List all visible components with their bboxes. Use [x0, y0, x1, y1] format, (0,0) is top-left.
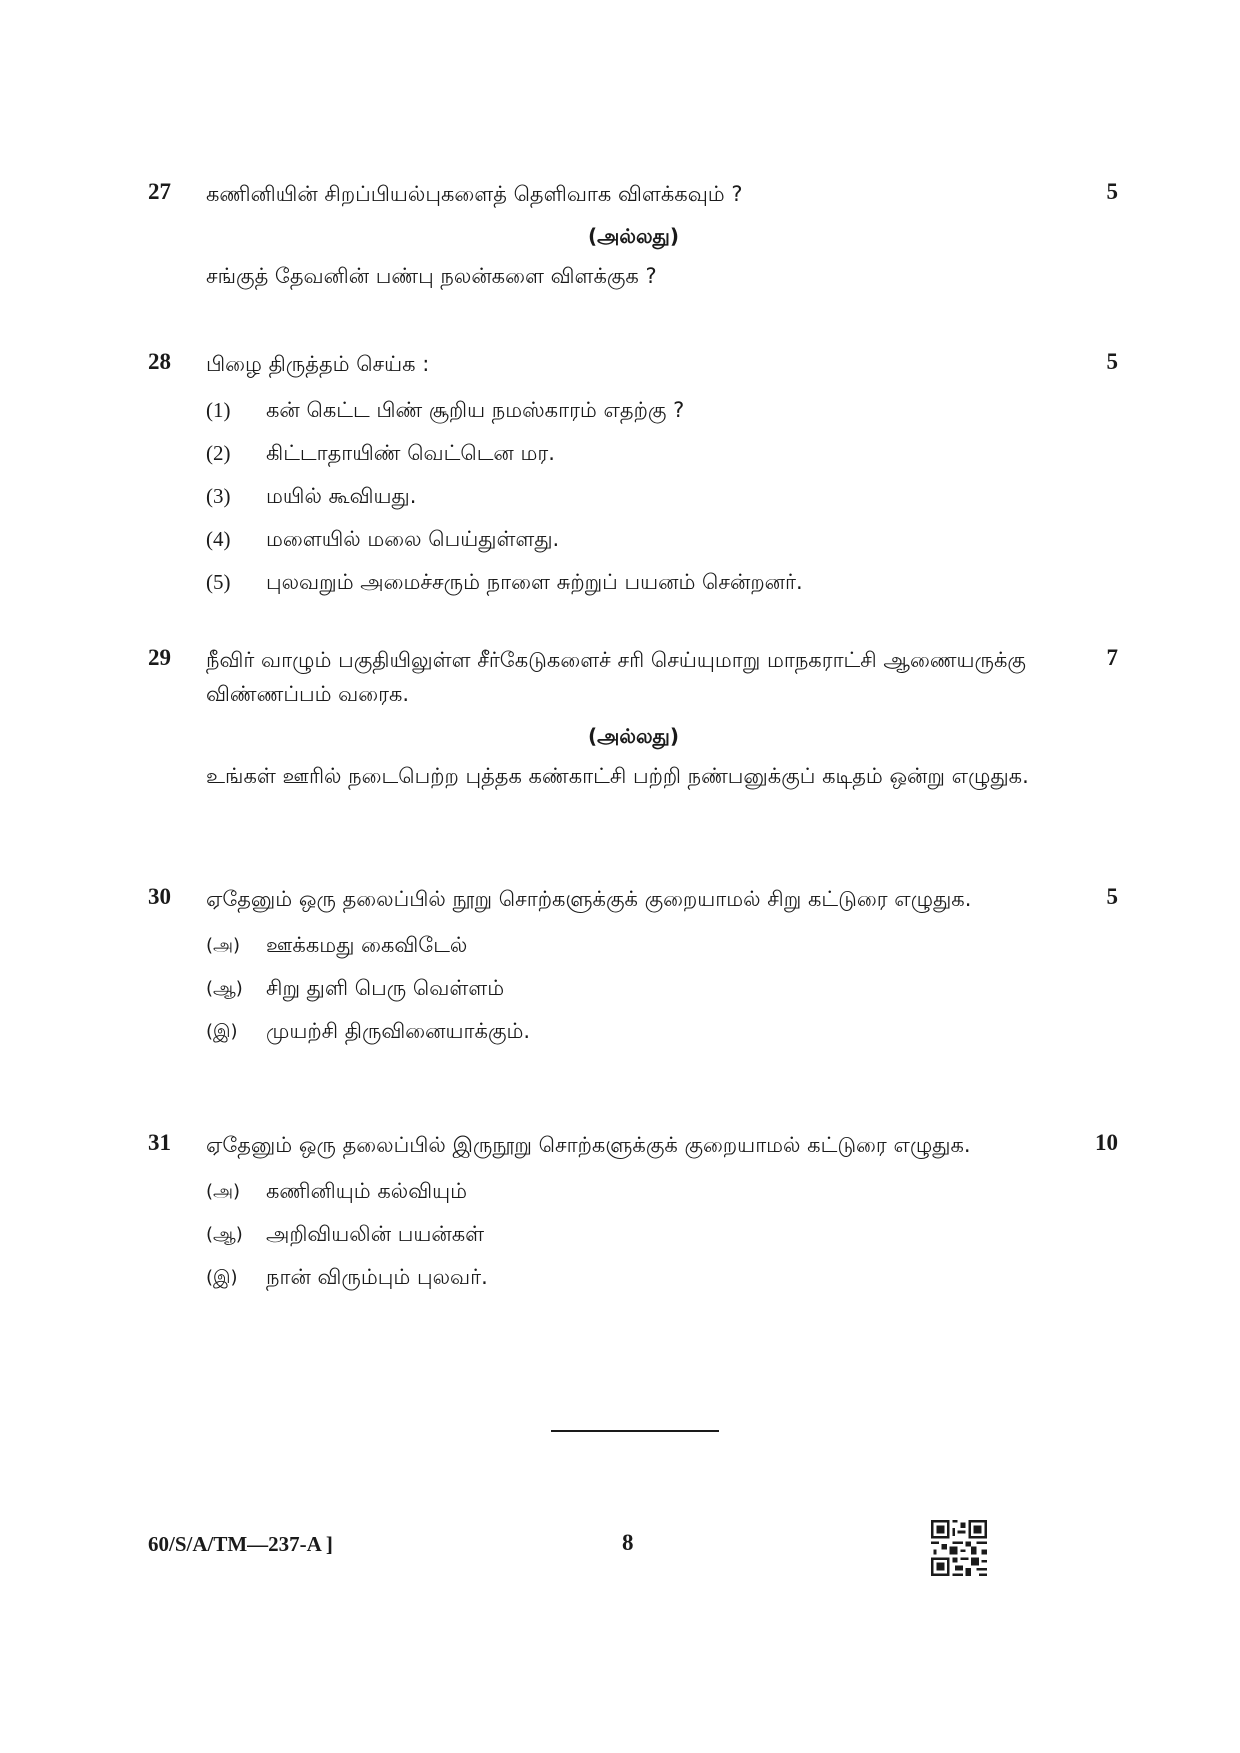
question-text: கணினியின் சிறப்பியல்புகளைத் தெளிவாக விளக்கவும் ? — [206, 182, 743, 206]
list-item — [206, 967, 1118, 1010]
page-number: 8 — [622, 1530, 634, 1555]
item-text: ஊக்கமது கைவிடேல் — [266, 933, 468, 957]
item-label: (அ) — [206, 935, 241, 956]
item-label: (3) — [206, 484, 231, 508]
list-item — [206, 1010, 1118, 1053]
question-text: நீவிர் வாழும் பகுதியிலுள்ள சீர்கேடுகளைச் சரி செய்யுமாறு மாநகராட்சி ஆணையருக்கு விண்ணப்பம் வரைக. — [206, 648, 1026, 706]
list-item — [206, 1170, 1118, 1213]
question-30 — [148, 882, 1118, 1053]
question-number: 31 — [148, 1130, 171, 1155]
question-text: ஏதேனும் ஒரு தலைப்பில் இருநூறு சொற்களுக்குக் குறையாமல் கட்டுரை எழுதுக. — [206, 1133, 971, 1157]
question-29 — [148, 643, 1118, 793]
list-item — [206, 1213, 1118, 1256]
question-number: 27 — [148, 179, 171, 204]
list-item — [206, 1256, 1118, 1299]
list-item — [206, 389, 1118, 432]
item-text: மயில் கூவியது. — [266, 484, 417, 508]
item-text: மளையில் மலை பெய்துள்ளது. — [266, 527, 560, 551]
question-text: பிழை திருத்தம் செய்க : — [206, 352, 430, 376]
item-text: முயற்சி திருவினையாக்கும். — [266, 1019, 531, 1043]
item-label: (இ) — [206, 1021, 238, 1042]
or-label: (அல்லது) — [587, 724, 680, 748]
end-divider — [551, 1430, 719, 1432]
question-marks: 5 — [1106, 349, 1118, 374]
item-text: கன் கெட்ட பிண் சூறிய நமஸ்காரம் எதற்கு ? — [266, 398, 685, 422]
question-marks: 7 — [1106, 645, 1118, 670]
sub-item-list — [206, 389, 1118, 604]
item-label: (அ) — [206, 1181, 241, 1202]
question-marks: 5 — [1106, 179, 1118, 204]
or-label: (அல்லது) — [587, 224, 680, 248]
item-text: கணினியும் கல்வியும் — [266, 1179, 468, 1203]
list-item — [206, 475, 1118, 518]
question-text: ஏதேனும் ஒரு தலைப்பில் நூறு சொற்களுக்குக் குறையாமல் சிறு கட்டுரை எழுதுக. — [206, 887, 972, 911]
alternative-question-text: சங்குத் தேவனின் பண்பு நலன்களை விளக்குக ? — [206, 264, 657, 288]
item-text: நான் விரும்பும் புலவர். — [266, 1265, 488, 1289]
question-28 — [148, 347, 1118, 604]
list-item — [206, 432, 1118, 475]
item-label: (இ) — [206, 1267, 238, 1288]
question-27 — [148, 177, 1118, 293]
list-item — [206, 561, 1118, 604]
list-item — [206, 518, 1118, 561]
item-label: (ஆ) — [206, 978, 243, 999]
item-text: அறிவியலின் பயன்கள் — [266, 1222, 485, 1246]
item-label: (1) — [206, 398, 231, 422]
item-label: (ஆ) — [206, 1224, 243, 1245]
item-text: கிட்டாதாயிண் வெட்டென மர. — [266, 441, 555, 465]
alternative-question-text: உங்கள் ஊரில் நடைபெற்ற புத்தக கண்காட்சி பற்றி நண்பனுக்குப் கடிதம் ஒன்று எழுதுக. — [206, 764, 1029, 788]
sub-item-list — [206, 1170, 1118, 1299]
item-label: (5) — [206, 570, 231, 594]
question-number: 30 — [148, 884, 171, 909]
sub-item-list — [206, 924, 1118, 1053]
question-marks: 5 — [1106, 884, 1118, 909]
qr-code-icon — [931, 1520, 987, 1576]
question-marks: 10 — [1095, 1130, 1118, 1155]
item-text: புலவறும் அமைச்சரும் நாளை சுற்றுப் பயனம் சென்றனர். — [266, 570, 803, 594]
question-number: 28 — [148, 349, 171, 374]
list-item — [206, 924, 1118, 967]
question-31 — [148, 1128, 1118, 1299]
item-label: (2) — [206, 441, 231, 465]
question-number: 29 — [148, 645, 171, 670]
item-label: (4) — [206, 527, 231, 551]
paper-code: 60/S/A/TM—237-A ] — [148, 1532, 333, 1556]
item-text: சிறு துளி பெரு வெள்ளம் — [266, 976, 505, 1000]
